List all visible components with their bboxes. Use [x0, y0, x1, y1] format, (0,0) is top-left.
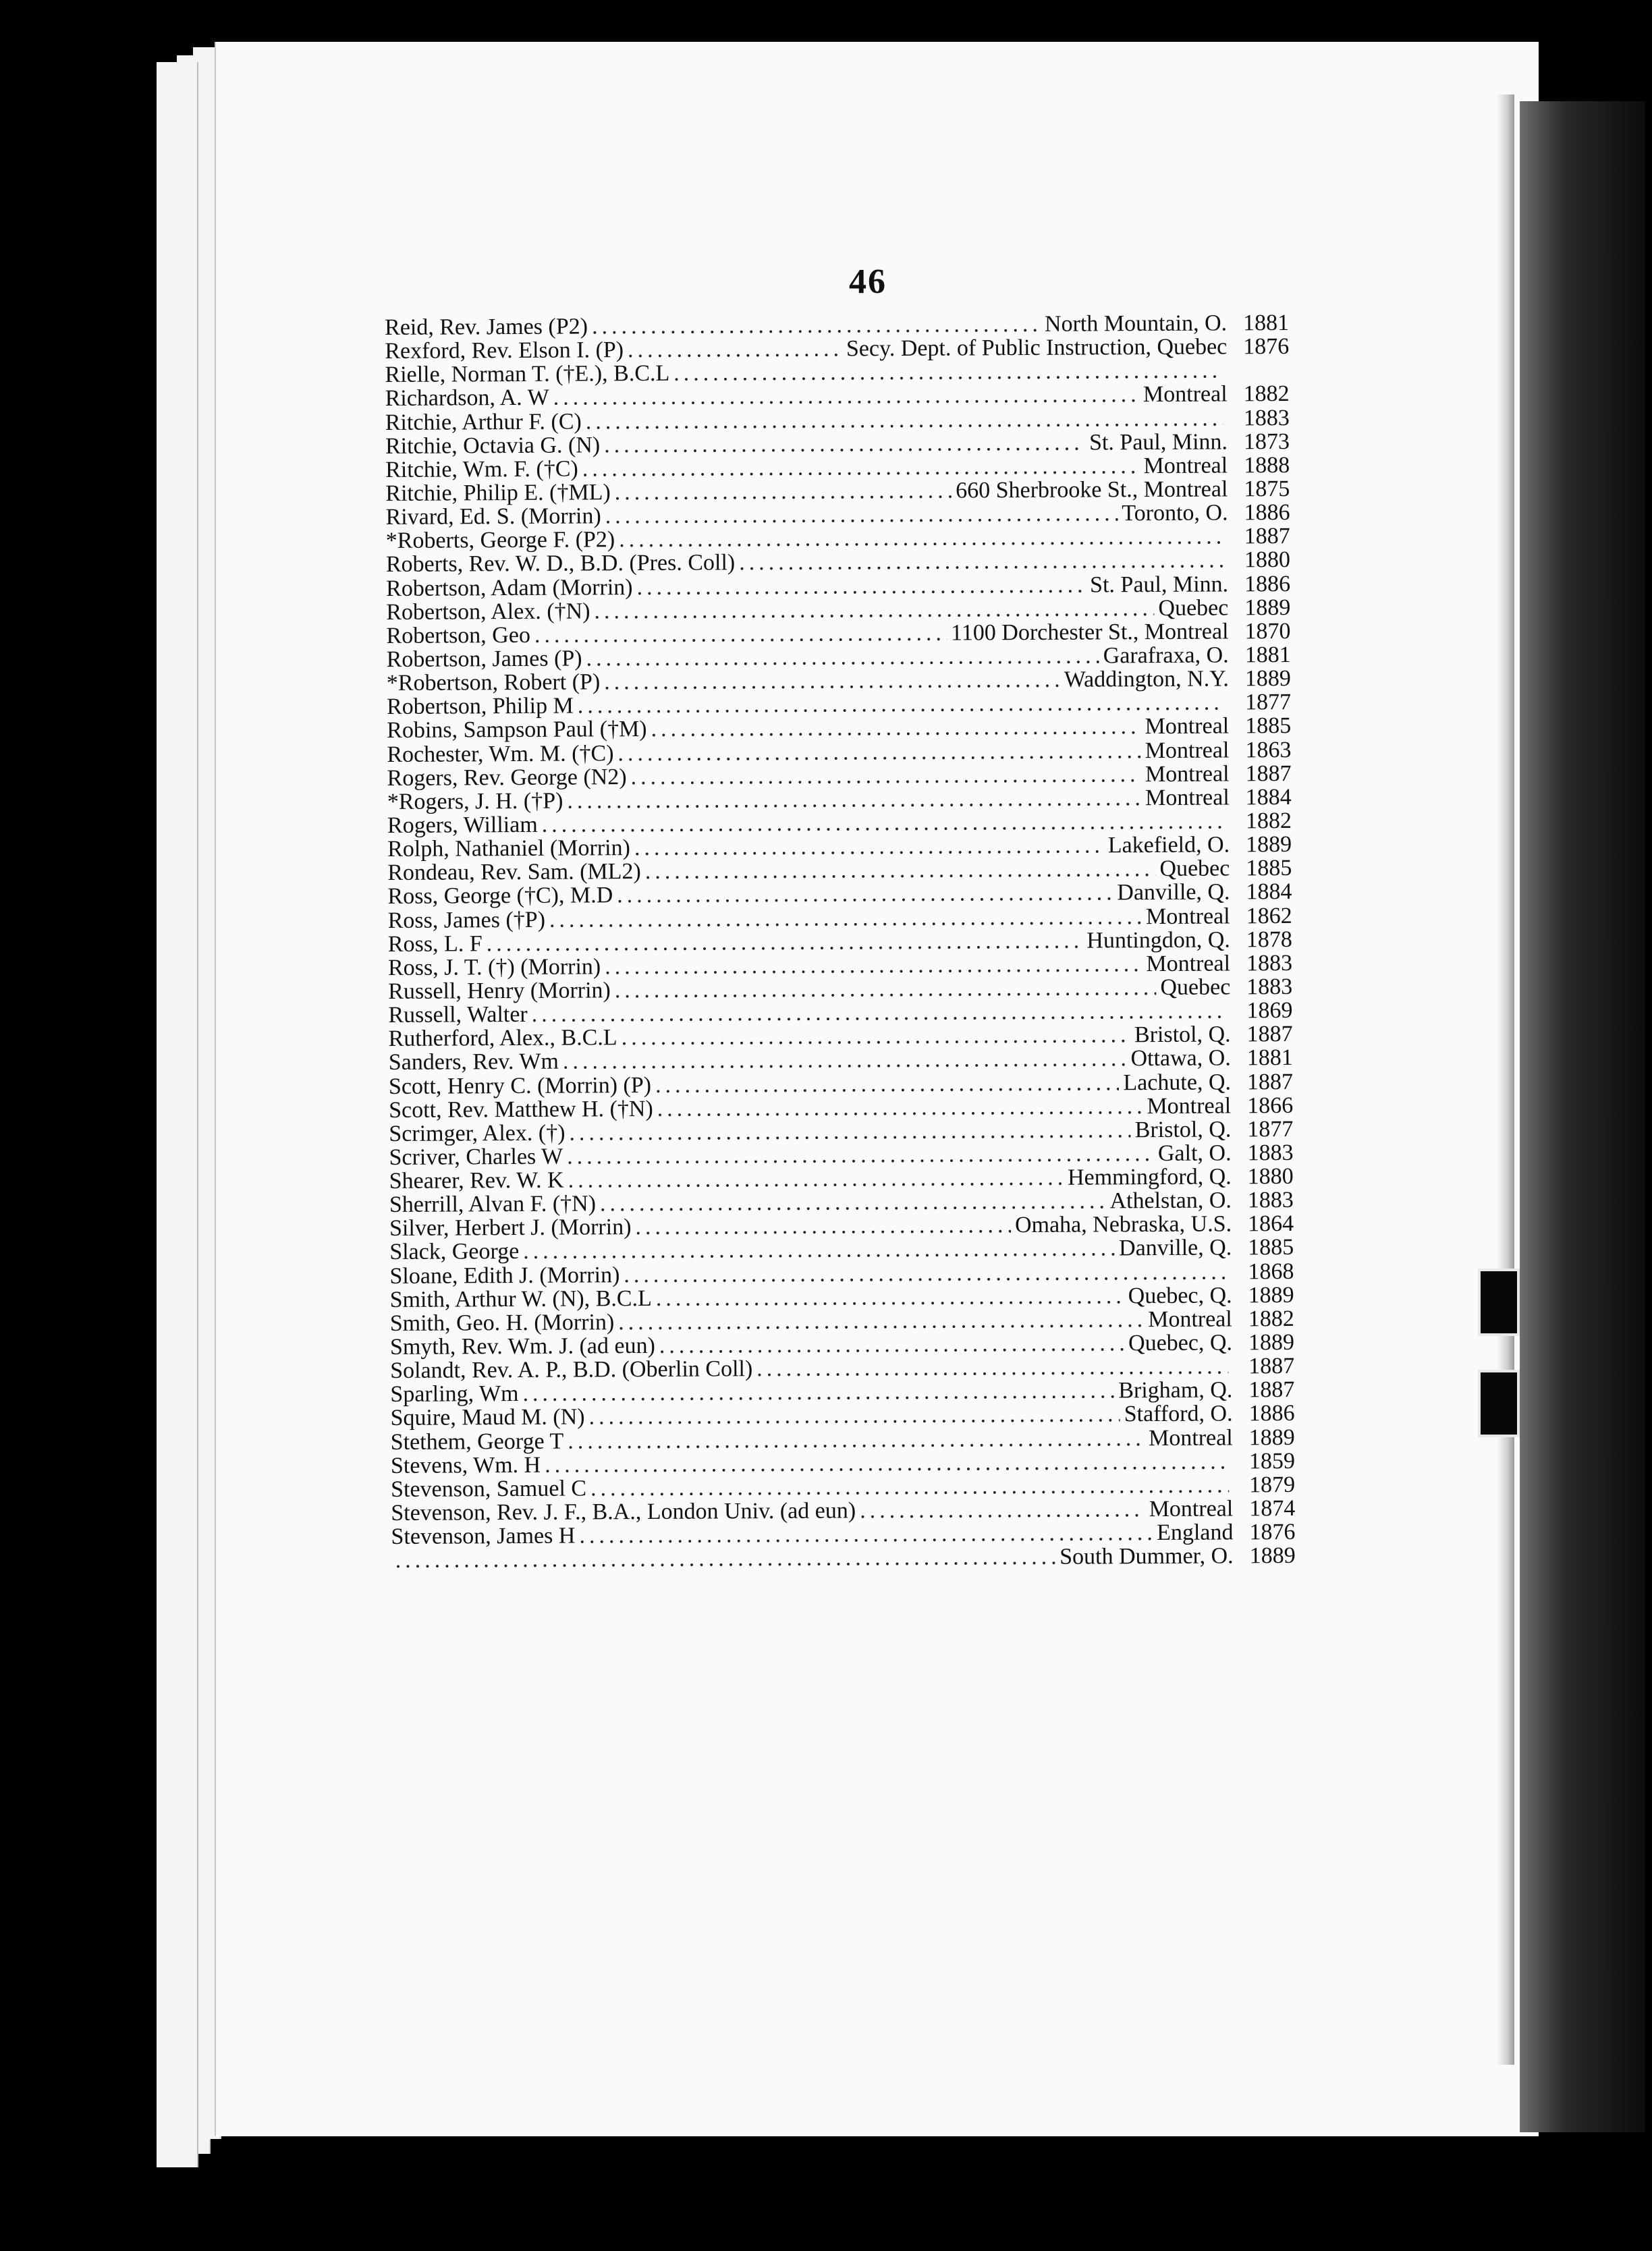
- entry-year: 1889: [1244, 594, 1291, 621]
- entry-location: Brigham, Q.: [1118, 1377, 1233, 1404]
- entry-year: 1878: [1246, 926, 1292, 952]
- dot-leader: [549, 905, 1142, 932]
- entry-year: 1863: [1245, 737, 1292, 762]
- entry-name: Ritchie, Philip E. (†ML): [385, 480, 611, 506]
- dot-leader: [657, 1094, 1143, 1121]
- entry-name: Solandt, Rev. A. P., B.D. (Oberlin Coll): [390, 1356, 753, 1384]
- entry-name: Robertson, Alex. (†N): [386, 599, 590, 625]
- entry-year: 1875: [1244, 476, 1290, 502]
- entry-location: Waddington, N.Y.: [1064, 666, 1229, 692]
- entry-name: Smith, Geo. H. (Morrin): [389, 1310, 615, 1336]
- entry-location: Montreal: [1142, 381, 1228, 408]
- entry-name: Sloane, Edith J. (Morrin): [389, 1262, 620, 1289]
- entry-name: Ritchie, Wm. F. (†C): [385, 456, 578, 482]
- entry-year: 1876: [1243, 334, 1290, 360]
- entry-location: Montreal: [1143, 453, 1228, 478]
- entry-name: Stevens, Wm. H: [390, 1452, 541, 1478]
- dot-leader: [522, 1379, 1114, 1406]
- dot-leader: [568, 1426, 1145, 1453]
- entry-year: 1862: [1246, 903, 1292, 928]
- entry-location: Montreal: [1146, 951, 1231, 976]
- entry-name: Sherrill, Alvan F. (†N): [389, 1191, 597, 1218]
- entry-name: Richardson, A. W: [385, 385, 549, 412]
- entry-name: Rielle, Norman T. (†E.), B.C.L: [385, 361, 670, 388]
- dot-leader: [605, 952, 1142, 978]
- entry-year: 1889: [1248, 1330, 1295, 1356]
- dot-leader: [624, 1260, 1228, 1287]
- entry-name: Russell, Walter: [388, 1001, 528, 1028]
- list-item: [391, 1544, 1296, 1572]
- entry-location: 1100 Dorchester St., Montreal: [951, 619, 1229, 646]
- entry-year: 1880: [1247, 1164, 1294, 1190]
- entry-name: Rivard, Ed. S. (Morrin): [385, 503, 601, 530]
- entry-name: Rondeau, Rev. Sam. (ML2): [387, 859, 641, 886]
- entry-name: Robertson, James (P): [386, 646, 582, 672]
- dot-leader: [553, 383, 1140, 410]
- entry-year: 1868: [1248, 1258, 1294, 1284]
- entry-year: 1884: [1245, 784, 1292, 810]
- entry-location: Toronto, O.: [1122, 500, 1228, 526]
- dot-leader: [592, 312, 1041, 338]
- dot-leader: [651, 715, 1140, 742]
- entry-location: Lakefield, O.: [1107, 832, 1230, 858]
- entry-year: 1889: [1244, 666, 1291, 692]
- dot-leader: [532, 999, 1227, 1026]
- entry-year: 1887: [1248, 1354, 1295, 1379]
- dot-leader: [578, 691, 1225, 718]
- entry-location: Montreal: [1145, 761, 1230, 787]
- entry-name: Ritchie, Octavia G. (N): [385, 433, 601, 459]
- entry-location: Montreal: [1145, 713, 1230, 740]
- entry-location: Quebec: [1159, 856, 1230, 882]
- gutter-shadow: [1497, 94, 1514, 2065]
- entry-name: Shearer, Rev. W. K: [389, 1167, 564, 1194]
- entry-location: Quebec, Q.: [1128, 1330, 1233, 1356]
- entry-year: 1881: [1244, 642, 1291, 668]
- entry-location: Danville, Q.: [1117, 879, 1230, 906]
- entry-name: Rolph, Nathaniel (Morrin): [387, 835, 630, 862]
- entry-name: Rogers, William: [387, 812, 538, 838]
- entry-year: 1889: [1248, 1282, 1294, 1308]
- list-item: [388, 951, 1292, 980]
- dot-leader: [618, 1308, 1144, 1334]
- entry-name: Robertson, Adam (Morrin): [386, 574, 633, 601]
- list-item: [387, 833, 1292, 861]
- entry-year: 1887: [1246, 1069, 1294, 1094]
- entry-year: 1882: [1245, 808, 1292, 834]
- dot-leader: [631, 762, 1142, 789]
- entry-name: Ritchie, Arthur F. (C): [385, 409, 582, 435]
- entry-location: Garafraxa, O.: [1103, 642, 1229, 669]
- entry-location: Athelstan, O.: [1109, 1188, 1232, 1214]
- entry-location: Montreal: [1148, 1306, 1232, 1333]
- dot-leader: [586, 644, 1099, 670]
- entry-name: Stevenson, James H: [391, 1523, 576, 1550]
- entry-year: 1864: [1247, 1211, 1294, 1237]
- entry-location: England: [1157, 1520, 1234, 1546]
- entry-name: Ross, James (†P): [387, 907, 546, 933]
- dot-leader: [568, 1166, 1064, 1192]
- entry-year: 1881: [1246, 1045, 1293, 1071]
- entry-name: Rogers, Rev. George (N2): [387, 764, 627, 791]
- entry-year: 1887: [1245, 760, 1292, 787]
- entry-name: *Roberts, George F. (P2): [385, 527, 615, 554]
- entry-year: 1859: [1248, 1448, 1296, 1474]
- entry-name: Scriver, Charles W: [389, 1144, 563, 1170]
- entry-year: 1879: [1248, 1472, 1296, 1498]
- dot-leader: [756, 1355, 1228, 1381]
- entry-name: Silver, Herbert J. (Morrin): [389, 1215, 632, 1242]
- entry-year: 1883: [1247, 1188, 1294, 1213]
- entry-location: Montreal: [1147, 1093, 1232, 1119]
- entry-name: *Rogers, J. H. (†P): [387, 788, 563, 814]
- entry-year: 1885: [1248, 1235, 1294, 1260]
- dot-leader: [645, 857, 1156, 883]
- entry-location: Danville, Q.: [1119, 1235, 1232, 1261]
- entry-location: Stafford, O.: [1124, 1401, 1233, 1427]
- dot-leader: [860, 1497, 1145, 1522]
- dot-leader: [628, 337, 842, 362]
- entry-name: Ross, George (†C), M.D: [387, 883, 613, 910]
- entry-name: Roberts, Rev. W. D., B.D. (Pres. Coll): [385, 550, 736, 578]
- entry-year: 1887: [1246, 1022, 1293, 1047]
- dot-leader: [590, 1473, 1229, 1500]
- entry-name: Scott, Rev. Matthew H. (†N): [389, 1096, 653, 1123]
- entry-year: 1889: [1246, 832, 1292, 858]
- dot-leader: [615, 479, 952, 505]
- entry-year: 1882: [1243, 381, 1290, 407]
- entry-location: Huntingdon, Q.: [1086, 927, 1230, 953]
- entry-location: Secy. Dept. of Public Instruction, Quebec: [846, 334, 1228, 362]
- entry-name: Squire, Maud M. (N): [390, 1404, 585, 1431]
- dot-leader: [617, 881, 1113, 908]
- entry-year: 1881: [1242, 310, 1290, 336]
- entry-name: Scrimger, Alex. (†): [389, 1120, 566, 1146]
- page-number: 46: [849, 262, 887, 301]
- dot-leader: [605, 501, 1118, 528]
- entry-year: 1882: [1248, 1306, 1294, 1332]
- entry-year: 1883: [1246, 950, 1293, 976]
- entry-year: 1889: [1249, 1543, 1296, 1569]
- entry-name: Scott, Henry C. (Morrin) (P): [388, 1072, 652, 1099]
- entry-name: Reid, Rev. James (P2): [384, 314, 588, 340]
- entry-year: 1883: [1247, 1140, 1294, 1166]
- dot-leader: [634, 834, 1104, 860]
- dot-leader: [545, 1449, 1229, 1476]
- entry-name: Stevenson, Rev. J. F., B.A., London Univ. (ad eun): [391, 1498, 856, 1526]
- entry-year: 1870: [1244, 618, 1291, 644]
- entry-year: 1866: [1247, 1092, 1294, 1118]
- dot-leader: [567, 786, 1141, 812]
- book-binding: [1520, 101, 1645, 2132]
- dot-leader: [659, 1331, 1124, 1358]
- entry-location: Hemmingford, Q.: [1067, 1164, 1232, 1190]
- dot-leader: [739, 549, 1224, 575]
- entry-name: Sanders, Rev. Wm: [388, 1049, 559, 1076]
- entry-year: 1883: [1246, 974, 1293, 1000]
- entry-location: Quebec, Q.: [1128, 1283, 1232, 1309]
- entry-year: 1886: [1248, 1401, 1295, 1426]
- entry-year: 1886: [1244, 571, 1291, 596]
- dot-leader: [673, 359, 1223, 385]
- dot-leader: [636, 573, 1086, 599]
- entry-name: Rochester, Wm. M. (†C): [387, 740, 614, 767]
- entry-name: Ross, J. T. (†) (Morrin): [387, 954, 601, 980]
- entry-location: Lachute, Q.: [1123, 1069, 1232, 1095]
- entry-year: 1889: [1248, 1424, 1295, 1450]
- binding-clip: [1478, 1370, 1520, 1437]
- entry-year: 1874: [1249, 1495, 1296, 1522]
- entry-location: St. Paul, Minn.: [1090, 572, 1229, 598]
- binding-clip: [1478, 1269, 1520, 1336]
- entry-year: 1887: [1248, 1377, 1295, 1403]
- entry-year: 1869: [1246, 998, 1293, 1024]
- dot-leader: [582, 454, 1140, 480]
- entry-year: 1876: [1249, 1520, 1296, 1545]
- entry-location: Montreal: [1149, 1496, 1234, 1522]
- entry-location: Bristol, Q.: [1134, 1117, 1232, 1142]
- dot-leader: [635, 1214, 1011, 1240]
- entry-year: 1873: [1243, 428, 1290, 455]
- entry-year: 1888: [1244, 452, 1290, 478]
- entry-name: Sparling, Wm: [390, 1381, 519, 1408]
- entry-year: 1883: [1243, 405, 1290, 430]
- dot-leader: [617, 739, 1140, 765]
- entry-location: Ottawa, O.: [1130, 1045, 1231, 1072]
- dot-leader: [563, 1047, 1127, 1074]
- dot-leader: [588, 1403, 1120, 1429]
- dot-leader: [586, 406, 1223, 433]
- entry-year: 1877: [1247, 1116, 1294, 1142]
- entry-location: Montreal: [1145, 785, 1230, 810]
- entry-year: 1886: [1244, 500, 1290, 526]
- entry-location: St. Paul, Minn.: [1089, 429, 1228, 455]
- entry-location: Montreal: [1145, 903, 1230, 929]
- entry-name: Smyth, Rev. Wm. J. (ad eun): [389, 1333, 655, 1360]
- entry-location: 660 Sherbrooke St., Montreal: [956, 476, 1228, 503]
- dot-leader: [615, 976, 1157, 1002]
- entry-year: 1885: [1245, 713, 1292, 739]
- back-page-edge: [157, 62, 198, 2167]
- graduate-list: [385, 311, 1296, 1572]
- entry-location: Omaha, Nebraska, U.S.: [1014, 1211, 1232, 1238]
- entry-location: North Mountain, O.: [1044, 310, 1228, 337]
- dot-leader: [567, 1142, 1154, 1169]
- entry-name: Robins, Sampson Paul (†M): [387, 717, 647, 744]
- dot-leader: [655, 1071, 1120, 1097]
- dot-leader: [600, 1190, 1106, 1216]
- dot-leader: [622, 1023, 1131, 1049]
- dot-leader: [594, 596, 1154, 623]
- dot-leader: [569, 1118, 1130, 1144]
- dot-leader: [604, 668, 1060, 694]
- dot-leader: [579, 1521, 1153, 1547]
- entry-name: Stevenson, Samuel C: [391, 1476, 587, 1502]
- entry-name: Robertson, Geo: [386, 622, 530, 648]
- entry-name: Robertson, Philip M: [386, 693, 574, 720]
- entry-year: 1877: [1244, 690, 1292, 715]
- entry-year: 1884: [1246, 879, 1292, 905]
- entry-location: Quebec: [1160, 974, 1231, 1000]
- entry-name: Rutherford, Alex., B.C.L: [388, 1025, 617, 1052]
- entry-year: 1880: [1244, 547, 1291, 573]
- entry-location: Quebec: [1158, 595, 1229, 621]
- entry-name: Smith, Arthur W. (N), B.C.L: [389, 1285, 652, 1312]
- entry-location: Montreal: [1148, 1425, 1233, 1451]
- dot-leader: [487, 928, 1083, 955]
- entry-location: South Dummer, O.: [1059, 1543, 1234, 1570]
- dot-leader: [523, 1237, 1115, 1264]
- entry-name: Stethem, George T: [390, 1428, 564, 1455]
- dot-leader: [656, 1284, 1124, 1310]
- entry-name: Slack, George: [389, 1239, 520, 1265]
- dot-leader: [604, 430, 1085, 457]
- list-item: [386, 572, 1290, 601]
- entry-name: Ross, L. F: [387, 930, 483, 957]
- entry-year: 1885: [1246, 856, 1292, 881]
- entry-year: 1887: [1244, 524, 1290, 549]
- dot-leader: [395, 1545, 1056, 1572]
- entry-name: *Robertson, Robert (P): [386, 669, 601, 696]
- entry-name: Rexford, Rev. Elson I. (P): [385, 337, 624, 364]
- dot-leader: [619, 525, 1224, 552]
- entry-location: Bristol, Q.: [1134, 1022, 1231, 1048]
- entry-location: Montreal: [1145, 737, 1230, 763]
- entry-name: Russell, Henry (Morrin): [388, 978, 611, 1004]
- dot-leader: [534, 621, 947, 646]
- entry-location: Galt, O.: [1157, 1140, 1232, 1166]
